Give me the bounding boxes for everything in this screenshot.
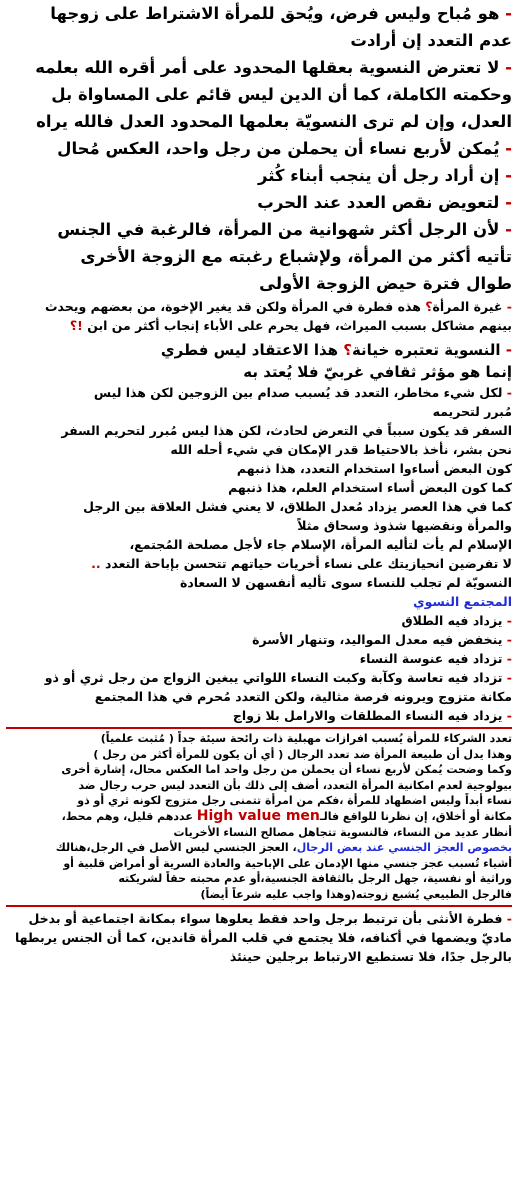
line-text: فطرة الأنثى بأن ترتبط برجل واحد فقط يعلوها سواء بمكانة اجتماعية أو بدخل	[28, 910, 503, 926]
line-text: تأتيه أكثر من المرأة، ولإشباع رغبته مع الزوجة الأخرى	[80, 247, 512, 266]
bullet: -	[506, 910, 512, 926]
society-item	[6, 630, 512, 649]
line-text: وراثية أو نفسية، جهل الرجل بالثقافة الجنسية،أو عدم محبته حقاً لشريكته	[118, 872, 512, 886]
question-mark: ؟	[343, 341, 352, 359]
line-text: تزداد فيه عنوسة النساء	[359, 651, 503, 666]
weakness-line	[6, 871, 512, 887]
line-text: هو مُباح وليس فرض، ويُحق للمرأة الاشتراط على زوجها	[50, 4, 500, 23]
bullet: -	[505, 58, 512, 77]
high-value-suffix: عددهم قليل، وهم محط،	[61, 809, 197, 823]
bullet: -	[505, 139, 512, 158]
risks-line	[6, 459, 512, 478]
society-item	[6, 668, 512, 687]
line-text: وحكمته الكاملة، كما أن الدين ليس قائم على المساواة بل	[51, 85, 512, 104]
line-text: وكما وضحت يُمكن لأربع نساء أن يحملن من رجل واحد اما العكس محال، إشارة أخرى	[61, 763, 512, 777]
society-item	[6, 649, 512, 668]
khiyana-text: النسوية تعتبره خيانة	[351, 341, 501, 359]
weakness-line	[6, 887, 512, 903]
line-text: لا تفرضين انحيازيتك على نساء أخريات حياتهم تتحسن بإباحة التعدد	[104, 556, 512, 571]
female-nature-line	[6, 928, 512, 947]
line-text: بالرجل جدًا، فلا تستطيع الارتباط برجلين حينئذ	[229, 948, 512, 964]
line-text: ماديّ ويضمها في أكنافه، فلا يجتمع في قلب المرأة قاندين، كما أن الجنس يربطها	[14, 929, 512, 945]
separator-2	[6, 905, 512, 907]
risks-line	[6, 402, 512, 421]
reason-line	[6, 81, 512, 108]
polygamy-reasons-list	[6, 0, 512, 297]
line-text: لا تعترض النسوية بعقلها المحدود على أمر أقره الله بعلمه	[35, 58, 500, 77]
reason-line	[6, 108, 512, 135]
line-text: يُمكن لأربع نساء أن يحملن من رجل واحد، العكس مُحال	[57, 139, 500, 158]
bullet: -	[506, 632, 512, 647]
biology-line	[6, 747, 512, 763]
female-nature-line	[6, 909, 512, 928]
line-text: نحن بشر، نأخذ بالاحتياط قدر الإمكان في شيء أحله الله	[170, 442, 512, 457]
khiyana-text-cont: هذا الاعتقاد ليس فطري	[160, 341, 344, 359]
society-title: المجتمع النسوي	[413, 594, 512, 609]
line-text: العدل، وإن لم ترى النسويّة بعلمها المحدود العدل فالله يراه	[36, 112, 512, 131]
bullet: -	[505, 193, 512, 212]
line-text: السفر قد يكون سبباً في التعرض لحادث، لكن هذا ليس مُبرر لتحريم السفر	[61, 423, 512, 438]
weakness-title: بخصوص العجز الجنسي عند بعض الرجال	[296, 841, 512, 855]
ghira-paragraph-line2	[6, 316, 512, 335]
bullet: -	[505, 166, 512, 185]
biology-paragraph	[6, 731, 512, 809]
line-text: بيولوجية لعدم امكانية المرأة التعدد، أضف إلى ذلك بأن التعدد ليس حرب رجال ضد	[78, 778, 512, 792]
biology-last-line: أنظار عديد من النساء، فالنسوية تتجاهل مصالح النساء الأخريات	[173, 825, 512, 839]
ghira-paragraph-line1	[6, 297, 512, 316]
exclaim-mark: !؟	[69, 318, 83, 333]
line-text: مُبرر لتحريمه	[432, 404, 512, 419]
risks-line	[6, 383, 512, 402]
line-text: كما كون البعض أساء استخدام العلم، هذا ذنبهم	[228, 480, 512, 495]
society-list	[6, 611, 512, 725]
line-text: فالرجل الطبيعي يُشبع زوجته(وهذا واجب عليه شرعاً أيضاً)	[200, 887, 512, 901]
line-text: تزداد فيه تعاسة وكآبة وكبت النساء اللواتي يبغين الزواج من رجل ثري أو ذو	[44, 670, 503, 685]
society-item	[6, 611, 512, 630]
bullet: -	[506, 299, 512, 314]
khiyana-line2: إنما هو مؤثر ثقافي غربيّ فلا يُعتد به	[243, 363, 512, 381]
question-mark: ؟	[425, 299, 433, 314]
line-text: إن أراد رجل أن ينجب أبناء كُثر	[257, 166, 500, 185]
risks-line	[6, 535, 512, 554]
reason-line	[6, 54, 512, 81]
weakness-title-line	[6, 840, 512, 856]
reason-line	[6, 135, 512, 162]
risks-line	[6, 478, 512, 497]
society-item	[6, 706, 512, 725]
ghira-text-cont: هذه فطرة في المرأة ولكن قد يغير الإخوة، من بعضهم ويحدث	[44, 299, 426, 314]
line-text: عدم التعدد إن أرادت	[350, 31, 512, 50]
weakness-paragraph	[6, 856, 512, 903]
reason-line	[6, 216, 512, 243]
line-text: والمرأة ونقضيها شذوذ وسحاق مثلاً	[297, 518, 512, 533]
line-text: كون البعض أساءوا استخدام التعدد، هذا ذنبهم	[236, 461, 512, 476]
bullet: -	[506, 651, 512, 666]
bullet: -	[506, 708, 512, 723]
biology-line	[6, 793, 512, 809]
line-text: تعدد الشركاء للمرأة يُسبب افرازات مهبلية ذات رائحة سيئة جداً ( مُثبت علمياً)	[100, 732, 512, 745]
line-text: لكل شيء مخاطر، التعدد قد يُسبب صدام بين الزوجين لكن هذا ليس	[93, 385, 503, 400]
line-text: طوال فترة حيض الزوجة الأولى	[259, 274, 512, 293]
biology-line	[6, 731, 512, 747]
line-text: النسويّة لم تجلب للنساء سوى تأليه أنفسهن لا السعادة	[179, 575, 512, 590]
high-value-term: High value men	[196, 808, 320, 824]
risks-line	[6, 497, 512, 516]
line-text: الإسلام لم يأت لتأليه المرأة، الإسلام جاء لأجل مصلحة المُجتمع،	[129, 537, 512, 552]
line-text: لتعويض نقص العدد عند الحرب	[257, 193, 500, 212]
reason-line	[6, 162, 512, 189]
line-text: لأن الرجل أكثر شهوانية من المرأة، فالرغبة في الجنس	[57, 220, 500, 239]
risks-line	[6, 573, 512, 592]
high-value-prefix: مكانة أو أخلاق، إن نظرنا للواقع فالـ	[319, 809, 512, 823]
reason-line	[6, 270, 512, 297]
weakness-text: ، العجز الجنسي ليس الأصل في الرجل،هنالك	[55, 841, 297, 855]
bullet: -	[505, 4, 512, 23]
line-text: وهذا يدل أن طبيعة المرأة ضد تعدد الرجال ( أي أن يكون للمرأة أكثر من رجل )	[93, 747, 512, 761]
bullet: -	[506, 670, 512, 685]
ghira-text: غيرة المرأة	[432, 299, 503, 314]
risks-line	[6, 440, 512, 459]
bullet: -	[505, 220, 512, 239]
reason-line	[6, 243, 512, 270]
weakness-line	[6, 856, 512, 872]
line-text: يزداد فيه النساء المطلقات والارامل بلا زواج	[232, 708, 503, 723]
line-text: نساء أبداً وليس اضطهاد للمرأة ،فكم من امرأة تتمنى رجل متزوج لكونه ثري أو ذو	[77, 794, 512, 808]
reason-line	[6, 27, 512, 54]
reason-line	[6, 189, 512, 216]
reason-line	[6, 0, 512, 27]
bullet: -	[506, 385, 512, 400]
risks-line	[6, 554, 512, 573]
high-value-line	[6, 809, 512, 825]
risks-line	[6, 516, 512, 535]
line-text: يزداد فيه الطلاق	[401, 613, 503, 628]
line-text: ينخفض فيه معدل المواليد، وتنهار الأسرة	[252, 632, 503, 647]
biology-line	[6, 778, 512, 794]
separator-1	[6, 727, 512, 729]
bullet: -	[506, 613, 512, 628]
female-nature-paragraph	[6, 909, 512, 966]
female-nature-line	[6, 947, 512, 966]
society-item	[6, 687, 512, 706]
ellipsis: ..	[91, 556, 105, 571]
line-text: مكانة متزوج ويرونه فرصة مثالية، ولكن التعدد مُحرم في هذا المجتمع	[94, 689, 512, 704]
line-text: كما في هذا العصر يزداد مُعدل الطلاق، لا يعني فشل العلاقة بين الرجل	[83, 499, 512, 514]
khiyana-line1	[6, 339, 512, 361]
risks-line	[6, 421, 512, 440]
line-text: أشياء تُسبب عجز جنسي منها الإدمان على الإباحية والعادة السرية أو أمراض قلبية أو	[63, 856, 512, 870]
risks-paragraph	[6, 383, 512, 592]
bullet: -	[505, 341, 512, 359]
biology-line	[6, 762, 512, 778]
ghira-text2: بينهم مشاكل بسبب الميراث، فهل يحرم على الأباء إنجاب أكثر من ابن	[82, 318, 512, 333]
